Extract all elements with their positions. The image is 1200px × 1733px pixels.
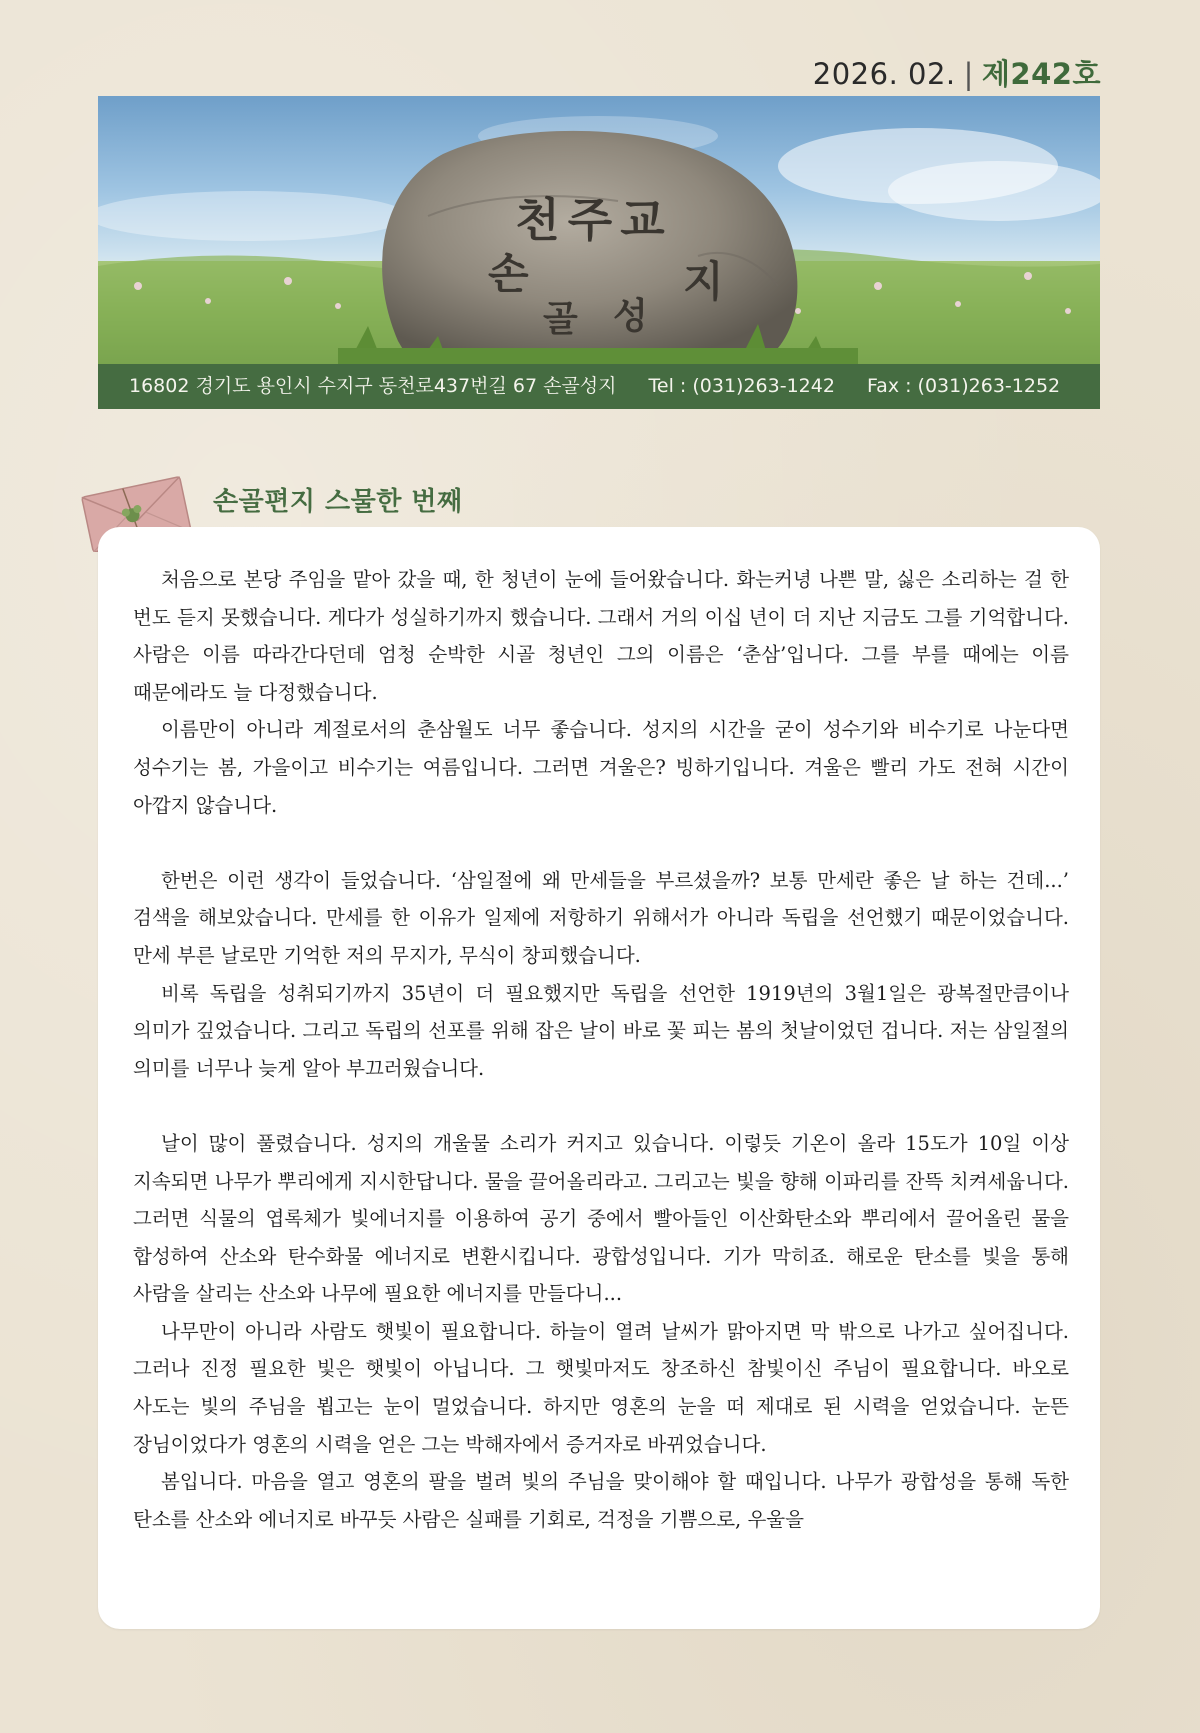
paragraph-6: 나무만이 아니라 사람도 햇빛이 필요합니다. 하늘이 열려 날씨가 맑아지면 막 밖으로 나가고 싶어집니다. 그러나 진정 필요한 빛은 햇빛이 아닙니다. 그 햇빛마저도 창조하신 참빛이신 주님이 필요합니다. 바오로 사도는 빛의 주님을 뵙고는 눈이 멀었습니다. 하지만 영혼의 눈을 떠 제대로 된 시력을 얻었습니다. 눈뜬 장님이었다가 영혼의 시력을 얻은 그는 박해자에서 증거자로 바뀌었습니다.: [133, 1319, 1069, 1456]
paragraph-spacer: [133, 1087, 1069, 1125]
paragraph-4: 비록 독립을 성취되기까지 35년이 더 필요했지만 독립을 선언한 1919년의 3월1일은 광복절만큼이나 의미가 깊었습니다. 그리고 독립의 선포를 위해 잡은 날이 바로 꽃 피는 봄의 첫날이었던 겁니다. 저는 삼일절의 의미를 너무나 늦게 알아 부끄러웠습니다.: [133, 981, 1069, 1080]
stone-title: 천주교: [515, 193, 673, 247]
issue-date: 2026. 02.: [812, 57, 956, 91]
paragraph-2: 이름만이 아니라 계절로서의 춘삼월도 너무 좋습니다. 성지의 시간을 굳이 성수기와 비수기로 나눈다면 성수기는 봄, 가을이고 비수기는 여름입니다. 그러면 겨울은? 빙하기입니다. 겨울은 빨리 가도 전혀 시간이 아깝지 않습니다.: [133, 718, 1069, 817]
stone-char-seong: 성: [613, 295, 648, 337]
paragraph-1: 처음으로 본당 주임을 맡아 갔을 때, 한 청년이 눈에 들어왔습니다. 화는커녕 나쁜 말, 싫은 소리하는 걸 한 번도 듣지 못했습니다. 게다가 성실하기까지 했습니다. 그래서 거의 이십 년이 더 지난 지금도 그를 기억합니다. 사람은 이름 따라간다던데 엄청 순박한 시골 청년인 그의 이름은 ‘춘삼’입니다. 그를 부를 때에는 이름 때문에라도 늘 다정했습니다.: [133, 568, 1069, 704]
stone-char-son: 손: [488, 249, 529, 298]
issue-separator: |: [963, 57, 974, 91]
issue-info: [813, 52, 1101, 93]
section-title: 손골편지 스물한 번째: [213, 487, 463, 517]
address-text: 16802 경기도 용인시 수지구 동천로437번길 67 손골성지: [129, 375, 617, 397]
paragraph-3: 한번은 이런 생각이 들었습니다. ‘삼일절에 왜 만세들을 부르셨을까? 보통 만세란 좋은 날 하는 건데...’ 검색을 해보았습니다. 만세를 한 이유가 일제에 저항하기 위해서가 아니라 독립을 선언했기 때문이었습니다. 만세 부른 날로만 기억한 저의 무지가, 무식이 창피했습니다.: [133, 868, 1069, 967]
contact-bar: [98, 364, 1100, 409]
paragraph-7: 봄입니다. 마음을 열고 영혼의 팔을 벌려 빛의 주님을 맞이해야 할 때입니다. 나무가 광합성을 통해 독한 탄소를 산소와 에너지로 바꾸듯 사람은 실패를 기회로, 걱정을 기쁨으로, 우울을: [133, 1470, 1069, 1531]
telephone-text: Tel : (031)263-1242: [648, 375, 835, 397]
stone-char-ji: 지: [683, 257, 724, 306]
fax-text: Fax : (031)263-1252: [867, 375, 1061, 397]
paragraph-spacer: [133, 824, 1069, 862]
paragraph-5: 날이 많이 풀렸습니다. 성지의 개울물 소리가 커지고 있습니다. 이렇듯 기온이 올라 15도가 10일 이상 지속되면 나무가 뿌리에게 지시한답니다. 물을 끌어올리라고. 그리고는 빛을 향해 이파리를 잔뜩 치켜세웁니다. 그러면 식물의 엽록체가 빛에너지를 이용하여 공기 중에서 빨아들인 이산화탄소와 뿌리에서 끌어올린 물을 합성하여 산소와 탄수화물 에너지로 변환시킵니다. 광합성입니다. 기가 막히죠. 해로운 탄소를 빛을 통해 사람을 살리는 산소와 나무에 필요한 에너지를 만들다니...: [133, 1131, 1069, 1306]
banner-scene: [98, 96, 1100, 364]
banner-image: [98, 96, 1100, 364]
issue-number: 제242호: [981, 57, 1101, 91]
stone-char-gol: 골: [543, 298, 578, 340]
letter-body: [133, 561, 1069, 1538]
